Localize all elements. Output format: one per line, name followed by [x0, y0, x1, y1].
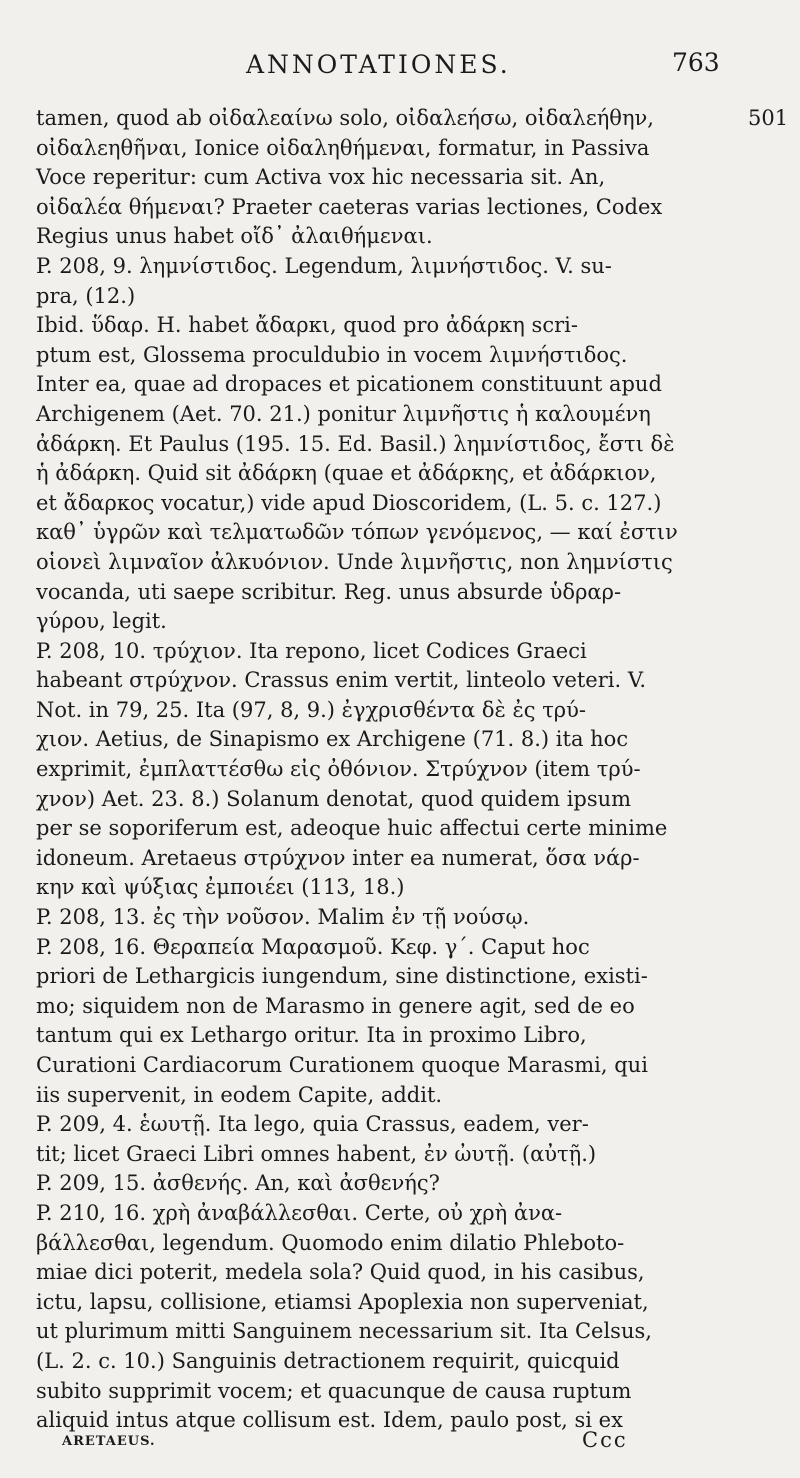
text-line: mo; siquidem non de Marasmo in genere agit, sed de eo [36, 993, 635, 1018]
text-line: idoneum. Aretaeus στρύχνον inter ea numerat, ὅσα νάρ- [36, 845, 640, 870]
text-line: ictu, lapsu, collisione, etiamsi Apoplexia non superveniat, [36, 1289, 649, 1314]
margin-line-number: 501 [748, 106, 789, 130]
text-line: exprimit, ἐμπλαττέσθω εἰς ὀθόνιον. Στρύχνον (item τρύ- [36, 757, 641, 782]
signature-mark: ARETAEUS. [62, 1434, 156, 1449]
text-line: κην καὶ ψύξιας ἐμποιέει (113, 18.) [36, 875, 405, 900]
text-line: Curationi Cardiacorum Curationem quoque Marasmi, qui [36, 1053, 648, 1077]
text-line: ut plurimum mitti Sanguinem necessarium sit. Ita Celsus, [36, 1319, 652, 1344]
page-footer [0, 1428, 800, 1458]
text-line: P. 208, 16. Θεραπεία Μαρασμοῦ. Κεφ. γ΄. Caput hoc [36, 934, 590, 959]
text-line: Inter ea, quae ad dropaces et picationem constituunt apud [36, 372, 662, 397]
text-line: tit; licet Graeci Libri omnes habent, ἐν ὠυτῇ. (αὐτῇ.) [36, 1141, 597, 1166]
text-line: οἱονεὶ λιμναῖον ἀλκυόνιον. Unde λιμνῆστις, non λημνίστις [36, 549, 673, 574]
text-line: οἰδαλέα θήμεναι? Praeter caeteras varias lectiones, Codex [36, 194, 663, 219]
text-line: priori de Lethargicis iungendum, sine distinctione, existi- [36, 964, 648, 989]
page-number: 763 [672, 48, 720, 77]
text-line: χιον. Aetius, de Sinapismo ex Archigene (71. 8.) ita hoc [36, 727, 629, 752]
text-line: P. 210, 16. χρὴ ἀναβάλλεσθαι. Certe, οὐ χρὴ ἀνα- [36, 1200, 563, 1225]
text-line: ptum est, Glossema proculdubio in vocem λιμνήστιδος. [36, 342, 628, 367]
text-line: P. 208, 9. λημνίστιδος. Legendum, λιμνήστιδος. V. su- [36, 253, 612, 278]
text-line: aliquid intus atque collisum est. Idem, paulo post, si ex [36, 1408, 623, 1433]
text-line: καθ᾽ ὑγρῶν καὶ τελματωδῶν τόπων γενόμενος, — καί ἐστιν [36, 520, 678, 545]
annotation-text [36, 104, 756, 1436]
text-line: χνον) Aet. 23. 8.) Solanum denotat, quod quidem ipsum [36, 786, 632, 811]
page-header [0, 44, 800, 84]
running-title: ANNOTATIONES. [246, 50, 511, 79]
text-line: Regius unus habet οἴδ᾽ ἀλαιθήμεναι. [36, 224, 433, 249]
text-line: ἀδάρκη. Et Paulus (195. 15. Ed. Basil.) λημνίστιδος, ἔστι δὲ [36, 431, 675, 456]
text-line: γύρου, legit. [36, 609, 167, 634]
text-line: P. 209, 15. ἀσθενής. An, καὶ ἀσθενής? [36, 1171, 440, 1196]
text-line: Not. in 79, 25. Ita (97, 8, 9.) ἐγχρισθέντα δὲ ἐς τρύ- [36, 697, 587, 722]
gathering-mark: Ccc [582, 1428, 628, 1452]
text-line: οἰδαλεηθῆναι, Ionice οἰδαληθήμεναι, formatur, in Passiva [36, 135, 650, 160]
text-line: βάλλεσθαι, legendum. Quomodo enim dilatio Phleboto- [36, 1230, 625, 1255]
text-line: P. 208, 13. ἐς τὴν νοῦσον. Malim ἐν τῇ νούσῳ. [36, 905, 530, 930]
text-line: Voce reperitur: cum Activa vox hic necessaria sit. An, [36, 165, 606, 190]
text-line: et ἄδαρκος vocatur,) vide apud Dioscoridem, (L. 5. c. 127.) [36, 490, 662, 515]
text-line: ἡ ἀδάρκη. Quid sit ἀδάρκη (quae et ἀδάρκης, et ἀδάρκιον, [36, 461, 657, 486]
text-line: pra, (12.) [36, 283, 136, 308]
text-line: subito supprimit vocem; et quacunque de causa ruptum [36, 1378, 632, 1403]
text-line: tamen, quod ab οἰδαλεαίνω solo, οἰδαλεήσω, οἰδαλεήθην, [36, 106, 654, 130]
text-line: P. 208, 10. τρύχιον. Ita repono, licet Codices Graeci [36, 638, 587, 663]
text-line: (L. 2. c. 10.) Sanguinis detractionem requirit, quicquid [36, 1348, 620, 1373]
text-line: miae dici poterit, medela sola? Quid quod, in his casibus, [36, 1260, 645, 1285]
text-line: habeant στρύχνον. Crassus enim vertit, linteolo veteri. V. [36, 668, 647, 693]
text-line: Archigenem (Aet. 70. 21.) ponitur λιμνῆστις ἡ καλουμένη [36, 401, 651, 426]
text-line: per se soporiferum est, adeoque huic affectui certe minime [36, 816, 668, 841]
text-line: iis supervenit, in eodem Capite, addit. [36, 1082, 443, 1107]
text-line: vocanda, uti saepe scribitur. Reg. unus absurde ὑδραρ- [36, 579, 622, 604]
text-line: tantum qui ex Lethargo oritur. Ita in proximo Libro, [36, 1023, 587, 1048]
text-line: Ibid. ὕδαρ. H. habet ἄδαρκι, quod pro ἀδάρκη scri- [36, 313, 578, 338]
text-line: P. 209, 4. ἑωυτῇ. Ita lego, quia Crassus, eadem, ver- [36, 1112, 589, 1137]
